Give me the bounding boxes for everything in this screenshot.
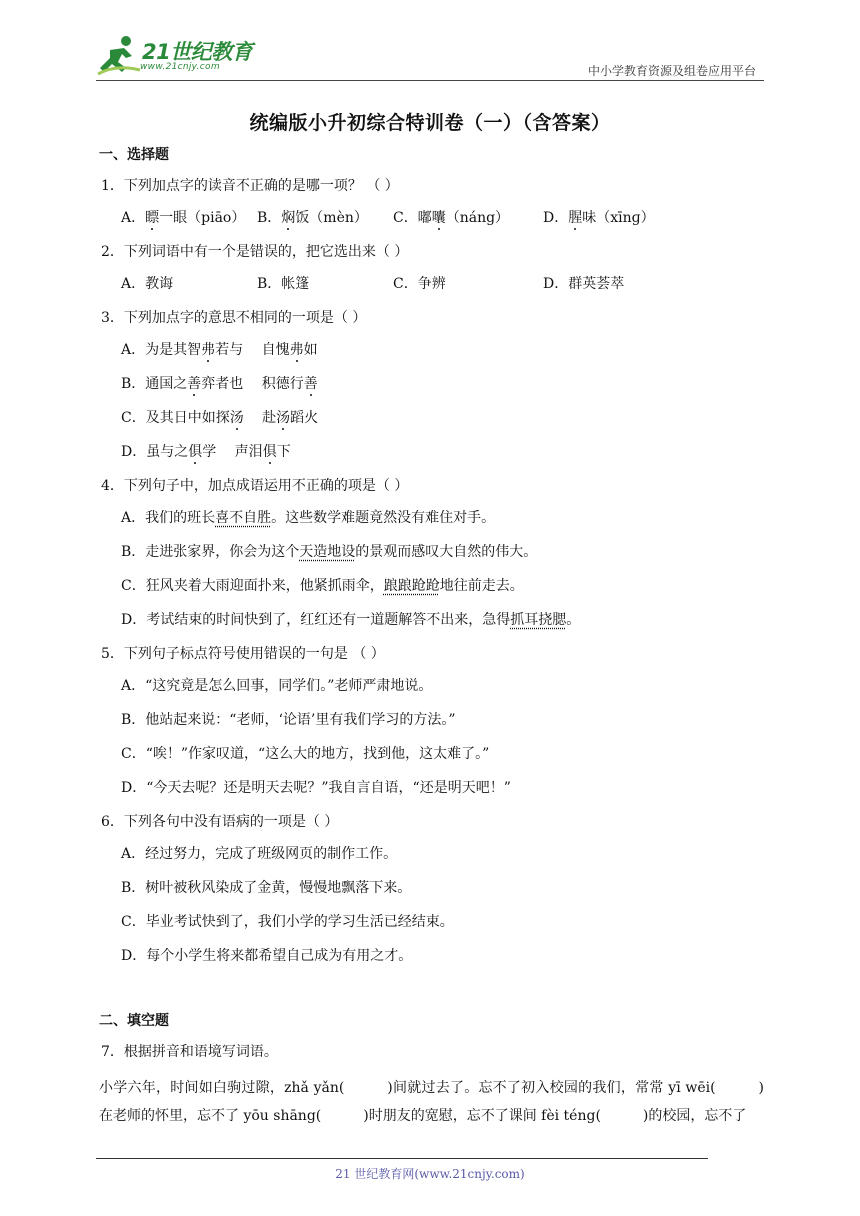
page-title: 统编版小升初综合特训卷（一）（含答案）: [249, 112, 611, 134]
question-5-stem: 5．下列句子标点符号使用错误的一句是 （ ）: [101, 646, 385, 662]
header-divider: [96, 80, 764, 81]
option-b: B．树叶被秋风染成了金黄，慢慢地飘落下来。: [121, 880, 412, 896]
option-a: A．为是其智弗若与 自愧弗如: [121, 342, 318, 358]
question-7-stem: 7．根据拼音和语境写词语。: [101, 1044, 278, 1060]
option-c: C．“唉！”作家叹道，“这么大的地方，找到他，这太难了。”: [121, 746, 490, 762]
option-b: B．他站起来说：“老师，‘论语’里有我们学习的方法。”: [121, 712, 456, 728]
option-a: A．“这究竟是怎么回事，同学们。”老师严肃地说。: [121, 678, 433, 694]
question-1-options: [121, 208, 764, 228]
question-4-stem: 4．下列句子中，加点成语运用不正确的项是（ ）: [101, 478, 409, 494]
question-2-stem: 2．下列词语中有一个是错误的，把它选出来（ ）: [101, 244, 409, 260]
dotted-idiom: 天造地设: [299, 544, 356, 560]
option-b: B．通国之善弈者也 积德行善: [121, 376, 318, 392]
option-b: B．走进张家界，你会为这个天造地设的景观而感叹大自然的伟大。: [121, 544, 538, 560]
question-7-passage: 小学六年，时间如白驹过隙，zhǎ yǎn( )间就过去了。忘不了初入校园的我们，常常 yī wēi( )在老师的怀里，忘不了 yōu shāng( )时朋友的宽慰，忘不了课间 fèi téng( )的校园，忘不了: [99, 1080, 764, 1124]
logo-text: 21世纪教育: [142, 40, 253, 64]
question-6-stem: 6．下列各句中没有语病的一项是（ ）: [101, 814, 339, 830]
option-b: B．帐篷: [257, 276, 310, 292]
option-a: A．教诲: [121, 276, 174, 292]
footer-divider: [96, 1158, 708, 1159]
option-d: D．虽与之俱学 声泪俱下: [121, 444, 291, 460]
header-tagline: 中小学教育资源及组卷应用平台: [587, 64, 756, 78]
logo: [96, 34, 266, 78]
dotted-idiom: 喜不自胜: [215, 510, 272, 526]
section-heading-choice: 一、选择题: [99, 147, 169, 163]
logo-url: www.21cnjy.com: [140, 62, 220, 72]
spacer: [101, 980, 764, 1010]
option-d: D．每个小学生将来都希望自己成为有用之才。: [121, 948, 413, 964]
question-6-options: [121, 844, 764, 966]
question-1-stem: 1．下列加点字的读音不正确的是哪一项？ （ ）: [101, 178, 399, 194]
option-b: B．焖饭（mèn）: [257, 210, 368, 226]
option-d: D．群英荟萃: [543, 276, 625, 292]
option-a: A．瞟一眼（piāo）: [121, 210, 246, 226]
option-d: D．“今天去呢？还是明天去呢？”我自言自语，“还是明天吧！”: [121, 780, 511, 796]
option-c: C．及其日中如探汤 赴汤蹈火: [121, 410, 319, 426]
dotted-idiom: 抓耳挠腮: [510, 612, 567, 628]
option-a: A．经过努力，完成了班级网页的制作工作。: [121, 846, 398, 862]
option-d: D．腥味（xīnɡ）: [543, 210, 655, 226]
runner-icon: [96, 34, 142, 78]
option-c: C．争辨: [393, 276, 446, 292]
question-3-options: [121, 340, 764, 462]
question-3-stem: 3．下列加点字的意思不相同的一项是（ ）: [101, 310, 367, 326]
exam-content: [101, 144, 764, 1130]
question-5-options: [121, 676, 764, 798]
option-a: A．我们的班长喜不自胜。这些数学难题竟然没有难住对手。: [121, 510, 496, 526]
option-c: C．狂风夹着大雨迎面扑来，他紧抓雨伞，踉踉跄跄地往前走去。: [121, 578, 524, 594]
option-c: C．毕业考试快到了，我们小学的学习生活已经结束。: [121, 914, 454, 930]
footer-text: 21 世纪教育网(www.21cnjy.com): [335, 1167, 525, 1181]
question-2-options: [121, 274, 764, 294]
dotted-idiom: 踉踉跄跄: [383, 578, 440, 594]
option-c: C．嘟囔（náng）: [393, 210, 510, 226]
option-d: D．考试结束的时间快到了，红红还有一道题解答不出来，急得抓耳挠腮。: [121, 612, 581, 628]
question-4-options: [121, 508, 764, 630]
section-heading-fill: 二、填空题: [99, 1013, 169, 1029]
